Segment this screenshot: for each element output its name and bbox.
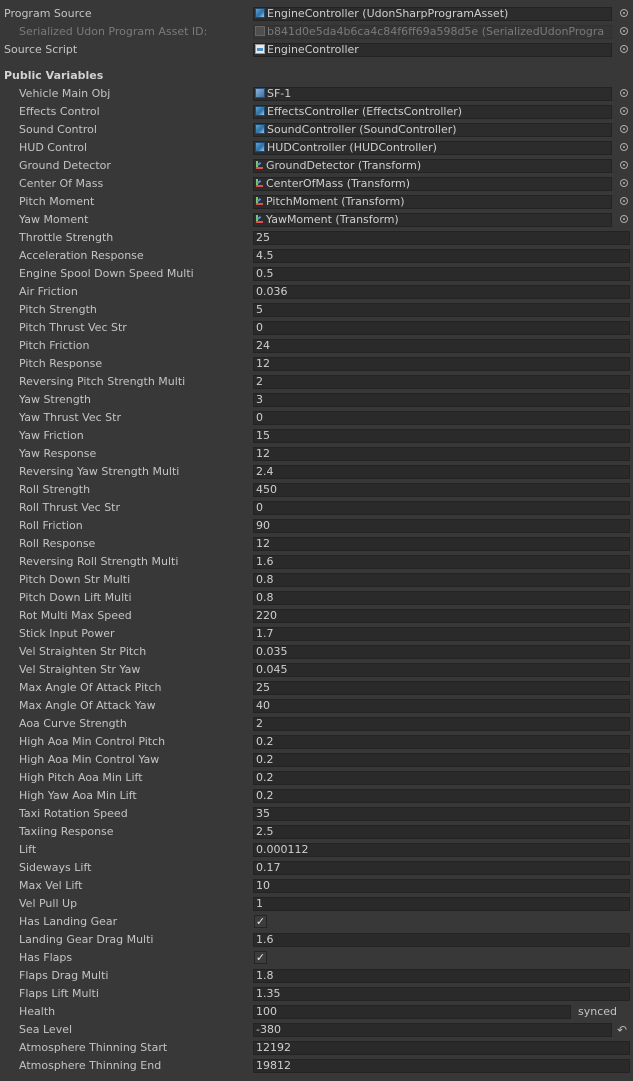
ground-detector-row	[0, 157, 633, 175]
asset-id-row	[0, 23, 633, 41]
lift-input[interactable]: 0.000112	[253, 843, 630, 857]
field-label: Aoa Curve Strength	[19, 717, 127, 730]
source-script-value: EngineController	[267, 43, 359, 56]
high-aoa-min-control-yaw-input[interactable]: 0.2	[253, 753, 630, 767]
pitch-response-input[interactable]: 12	[253, 357, 630, 371]
object-field-value: SoundController (SoundController)	[267, 123, 457, 136]
vehicle-main-obj-object-field[interactable]	[253, 87, 612, 101]
object-field-value: GroundDetector (Transform)	[266, 159, 422, 172]
object-picker-icon[interactable]	[620, 9, 628, 17]
air-friction-input[interactable]: 0.036	[253, 285, 630, 299]
program-source-value: EngineController (UdonSharpProgramAsset)	[267, 7, 509, 20]
flaps-drag-multi-row	[0, 967, 633, 985]
hud-control-object-field[interactable]	[253, 141, 612, 155]
field-label: Yaw Thrust Vec Str	[19, 411, 121, 424]
reversing-yaw-strength-multi-input[interactable]: 2.4	[253, 465, 630, 479]
field-label: Rot Multi Max Speed	[19, 609, 132, 622]
field-label: Pitch Thrust Vec Str	[19, 321, 127, 334]
field-label: Has Landing Gear	[19, 915, 118, 928]
reversing-pitch-strength-multi-row	[0, 373, 633, 391]
sea-level-input[interactable]: -380	[253, 1023, 612, 1037]
taxiing-response-input[interactable]: 2.5	[253, 825, 630, 839]
sideways-lift-input[interactable]: 0.17	[253, 861, 630, 875]
atmosphere-thinning-start-input[interactable]: 12192	[253, 1041, 630, 1055]
reversing-roll-strength-multi-input[interactable]: 1.6	[253, 555, 630, 569]
field-label: Pitch Down Str Multi	[19, 573, 131, 586]
field-label: Has Flaps	[19, 951, 73, 964]
field-label: Yaw Moment	[19, 213, 89, 226]
yaw-response-row	[0, 445, 633, 463]
vel-straighten-str-pitch-row	[0, 643, 633, 661]
has-flaps-checkbox[interactable]: ✓	[255, 951, 266, 964]
roll-friction-row	[0, 517, 633, 535]
pitch-strength-row	[0, 301, 633, 319]
flaps-lift-multi-input[interactable]: 1.35	[253, 987, 630, 1001]
field-label: Throttle Strength	[19, 231, 114, 244]
roll-strength-row	[0, 481, 633, 499]
field-label: Lift	[19, 843, 37, 856]
asset-id-label: Serialized Udon Program Asset ID:	[19, 25, 208, 38]
rot-multi-max-speed-row	[0, 607, 633, 625]
script-icon	[255, 106, 265, 116]
field-label: Vel Straighten Str Pitch	[19, 645, 147, 658]
aoa-curve-strength-input[interactable]: 2	[253, 717, 630, 731]
object-field-value: YawMoment (Transform)	[266, 213, 399, 226]
asset-id-value: b841d0e5da4b6ca4c84f6ff69a598d5e (SerializedUdonProgra	[267, 25, 605, 38]
atmosphere-thinning-end-row	[0, 1057, 633, 1075]
field-label: Max Angle Of Attack Yaw	[19, 699, 156, 712]
field-label: Flaps Lift Multi	[19, 987, 99, 1000]
object-field-value: PitchMoment (Transform)	[266, 195, 405, 208]
vel-straighten-str-pitch-input[interactable]: 0.035	[253, 645, 630, 659]
air-friction-row	[0, 283, 633, 301]
yaw-strength-row	[0, 391, 633, 409]
field-label: Pitch Friction	[19, 339, 90, 352]
field-label: Health	[19, 1005, 56, 1018]
field-label: Pitch Strength	[19, 303, 97, 316]
field-label: Roll Friction	[19, 519, 83, 532]
asset-id-field	[253, 25, 612, 39]
has-flaps-row	[0, 949, 633, 967]
max-angle-of-attack-yaw-input[interactable]: 40	[253, 699, 630, 713]
aoa-curve-strength-row	[0, 715, 633, 733]
field-label: HUD Control	[19, 141, 88, 154]
script-icon	[255, 142, 265, 152]
field-label: Ground Detector	[19, 159, 111, 172]
reversing-roll-strength-multi-row	[0, 553, 633, 571]
object-picker-icon[interactable]	[620, 107, 628, 115]
field-label: Roll Response	[19, 537, 96, 550]
revert-icon[interactable]: ↶	[617, 1023, 628, 1037]
field-label: Reversing Yaw Strength Multi	[19, 465, 180, 478]
yaw-friction-input[interactable]: 15	[253, 429, 630, 443]
field-label: Sideways Lift	[19, 861, 92, 874]
center-of-mass-object-field[interactable]	[253, 177, 612, 191]
field-label: High Pitch Aoa Min Lift	[19, 771, 143, 784]
field-label: Stick Input Power	[19, 627, 115, 640]
yaw-thrust-vec-str-input[interactable]: 0	[253, 411, 630, 425]
high-yaw-aoa-min-lift-input[interactable]: 0.2	[253, 789, 630, 803]
taxi-rotation-speed-input[interactable]: 35	[253, 807, 630, 821]
taxi-rotation-speed-row	[0, 805, 633, 823]
field-label: Air Friction	[19, 285, 78, 298]
reversing-pitch-strength-multi-input[interactable]: 2	[253, 375, 630, 389]
field-label: Sea Level	[19, 1023, 73, 1036]
sound-control-row	[0, 121, 633, 139]
field-label: Center Of Mass	[19, 177, 104, 190]
acceleration-response-input[interactable]: 4.5	[253, 249, 630, 263]
gameobject-icon	[255, 88, 265, 98]
program-source-row	[0, 5, 633, 23]
field-label: Reversing Roll Strength Multi	[19, 555, 179, 568]
field-label: Vel Straighten Str Yaw	[19, 663, 141, 676]
max-angle-of-attack-yaw-row	[0, 697, 633, 715]
field-label: Vel Pull Up	[19, 897, 78, 910]
roll-strength-input[interactable]: 450	[253, 483, 630, 497]
center-of-mass-row	[0, 175, 633, 193]
udonsharp-asset-icon	[255, 8, 265, 18]
yaw-moment-object-field[interactable]	[253, 213, 612, 227]
flaps-lift-multi-row	[0, 985, 633, 1003]
field-label: Yaw Friction	[19, 429, 84, 442]
section-title: Public Variables	[4, 69, 104, 82]
object-picker-icon[interactable]	[620, 197, 628, 205]
field-label: Taxiing Response	[19, 825, 114, 838]
throttle-strength-row	[0, 229, 633, 247]
field-label: Yaw Response	[19, 447, 97, 460]
pitch-moment-row	[0, 193, 633, 211]
has-landing-gear-row	[0, 913, 633, 931]
field-label: Pitch Down Lift Multi	[19, 591, 132, 604]
object-field-value: SF-1	[267, 87, 292, 100]
field-label: Flaps Drag Multi	[19, 969, 109, 982]
atmosphere-thinning-start-row	[0, 1039, 633, 1057]
script-icon	[255, 124, 265, 134]
rot-multi-max-speed-input[interactable]: 220	[253, 609, 630, 623]
object-picker-icon[interactable]	[620, 89, 628, 97]
yaw-moment-row	[0, 211, 633, 229]
vel-straighten-str-yaw-row	[0, 661, 633, 679]
pitch-thrust-vec-str-input[interactable]: 0	[253, 321, 630, 335]
object-field-value: CenterOfMass (Transform)	[266, 177, 411, 190]
synced-label: synced	[578, 1005, 618, 1018]
high-aoa-min-control-yaw-row	[0, 751, 633, 769]
sideways-lift-row	[0, 859, 633, 877]
field-label: Roll Strength	[19, 483, 91, 496]
pitch-response-row	[0, 355, 633, 373]
field-label: Engine Spool Down Speed Multi	[19, 267, 194, 280]
stick-input-power-row	[0, 625, 633, 643]
transform-icon	[255, 196, 264, 206]
max-angle-of-attack-pitch-input[interactable]: 25	[253, 681, 630, 695]
field-label: Atmosphere Thinning End	[19, 1059, 162, 1072]
vel-pull-up-row	[0, 895, 633, 913]
engine-spool-down-speed-multi-input[interactable]: 0.5	[253, 267, 630, 281]
roll-response-input[interactable]: 12	[253, 537, 630, 551]
pitch-down-lift-multi-input[interactable]: 0.8	[253, 591, 630, 605]
field-label: High Yaw Aoa Min Lift	[19, 789, 137, 802]
field-label: Reversing Pitch Strength Multi	[19, 375, 186, 388]
high-aoa-min-control-pitch-input[interactable]: 0.2	[253, 735, 630, 749]
stick-input-power-input[interactable]: 1.7	[253, 627, 630, 641]
field-label: Max Vel Lift	[19, 879, 83, 892]
object-picker-icon[interactable]	[620, 215, 628, 223]
field-label: Effects Control	[19, 105, 100, 118]
transform-icon	[255, 178, 264, 188]
vel-straighten-str-yaw-input[interactable]: 0.045	[253, 663, 630, 677]
sea-level-row	[0, 1021, 633, 1039]
object-picker-icon[interactable]	[620, 45, 628, 53]
max-vel-lift-input[interactable]: 10	[253, 879, 630, 893]
field-label: Max Angle Of Attack Pitch	[19, 681, 162, 694]
throttle-strength-input[interactable]: 25	[253, 231, 630, 245]
high-pitch-aoa-min-lift-input[interactable]: 0.2	[253, 771, 630, 785]
object-picker-icon[interactable]	[620, 27, 628, 35]
object-picker-icon[interactable]	[620, 161, 628, 169]
object-picker-icon[interactable]	[620, 179, 628, 187]
high-pitch-aoa-min-lift-row	[0, 769, 633, 787]
acceleration-response-row	[0, 247, 633, 265]
pitch-friction-row	[0, 337, 633, 355]
pitch-down-str-multi-row	[0, 571, 633, 589]
effects-control-object-field[interactable]	[253, 105, 612, 119]
has-landing-gear-checkbox[interactable]: ✓	[255, 915, 266, 928]
field-label: Pitch Response	[19, 357, 103, 370]
pitch-down-lift-multi-row	[0, 589, 633, 607]
field-label: Yaw Strength	[19, 393, 92, 406]
pitch-strength-input[interactable]: 5	[253, 303, 630, 317]
field-label: Acceleration Response	[19, 249, 144, 262]
yaw-strength-input[interactable]: 3	[253, 393, 630, 407]
program-source-field[interactable]	[253, 7, 612, 21]
effects-control-row	[0, 103, 633, 121]
cs-script-icon	[255, 44, 265, 54]
field-label: Taxi Rotation Speed	[19, 807, 128, 820]
object-field-value: EffectsController (EffectsController)	[267, 105, 463, 118]
field-label: High Aoa Min Control Pitch	[19, 735, 166, 748]
pitch-thrust-vec-str-row	[0, 319, 633, 337]
field-label: Sound Control	[19, 123, 97, 136]
reversing-yaw-strength-multi-row	[0, 463, 633, 481]
health-input[interactable]: 100	[253, 1005, 571, 1019]
landing-gear-drag-row	[0, 931, 633, 949]
transform-icon	[255, 214, 264, 224]
yaw-thrust-vec-str-row	[0, 409, 633, 427]
high-yaw-aoa-min-lift-row	[0, 787, 633, 805]
roll-thrust-vec-str-row	[0, 499, 633, 517]
field-label: Roll Thrust Vec Str	[19, 501, 121, 514]
engine-spool-down-speed-multi-row	[0, 265, 633, 283]
source-script-label: Source Script	[4, 43, 78, 56]
max-angle-of-attack-pitch-row	[0, 679, 633, 697]
source-script-row	[0, 41, 633, 59]
program-source-label: Program Source	[4, 7, 92, 20]
yaw-response-input[interactable]: 12	[253, 447, 630, 461]
field-label: High Aoa Min Control Yaw	[19, 753, 160, 766]
object-picker-icon[interactable]	[620, 125, 628, 133]
vel-pull-up-input[interactable]: 1	[253, 897, 630, 911]
max-vel-lift-row	[0, 877, 633, 895]
roll-response-row	[0, 535, 633, 553]
transform-icon	[255, 160, 264, 170]
vehicle-main-obj-row	[0, 85, 633, 103]
serialized-asset-icon	[255, 26, 265, 36]
pitch-down-str-multi-input[interactable]: 0.8	[253, 573, 630, 587]
taxiing-response-row	[0, 823, 633, 841]
source-script-field[interactable]	[253, 43, 612, 57]
landing-gear-drag-input[interactable]: 1.6	[253, 933, 630, 947]
roll-friction-input[interactable]: 90	[253, 519, 630, 533]
hud-control-row	[0, 139, 633, 157]
lift-row	[0, 841, 633, 859]
object-picker-icon[interactable]	[620, 143, 628, 151]
field-label: Pitch Moment	[19, 195, 95, 208]
flaps-drag-multi-input[interactable]: 1.8	[253, 969, 630, 983]
sound-control-object-field[interactable]	[253, 123, 612, 137]
field-label: Atmosphere Thinning Start	[19, 1041, 168, 1054]
object-field-value: HUDController (HUDController)	[267, 141, 437, 154]
health-row	[0, 1003, 633, 1021]
public-variables-header[interactable]	[0, 67, 633, 85]
field-label: Vehicle Main Obj	[19, 87, 111, 100]
pitch-moment-object-field[interactable]	[253, 195, 612, 209]
pitch-friction-input[interactable]: 24	[253, 339, 630, 353]
ground-detector-object-field[interactable]	[253, 159, 612, 173]
roll-thrust-vec-str-input[interactable]: 0	[253, 501, 630, 515]
field-label: Landing Gear Drag Multi	[19, 933, 154, 946]
yaw-friction-row	[0, 427, 633, 445]
atmosphere-thinning-end-input[interactable]: 19812	[253, 1059, 630, 1073]
high-aoa-min-control-pitch-row	[0, 733, 633, 751]
